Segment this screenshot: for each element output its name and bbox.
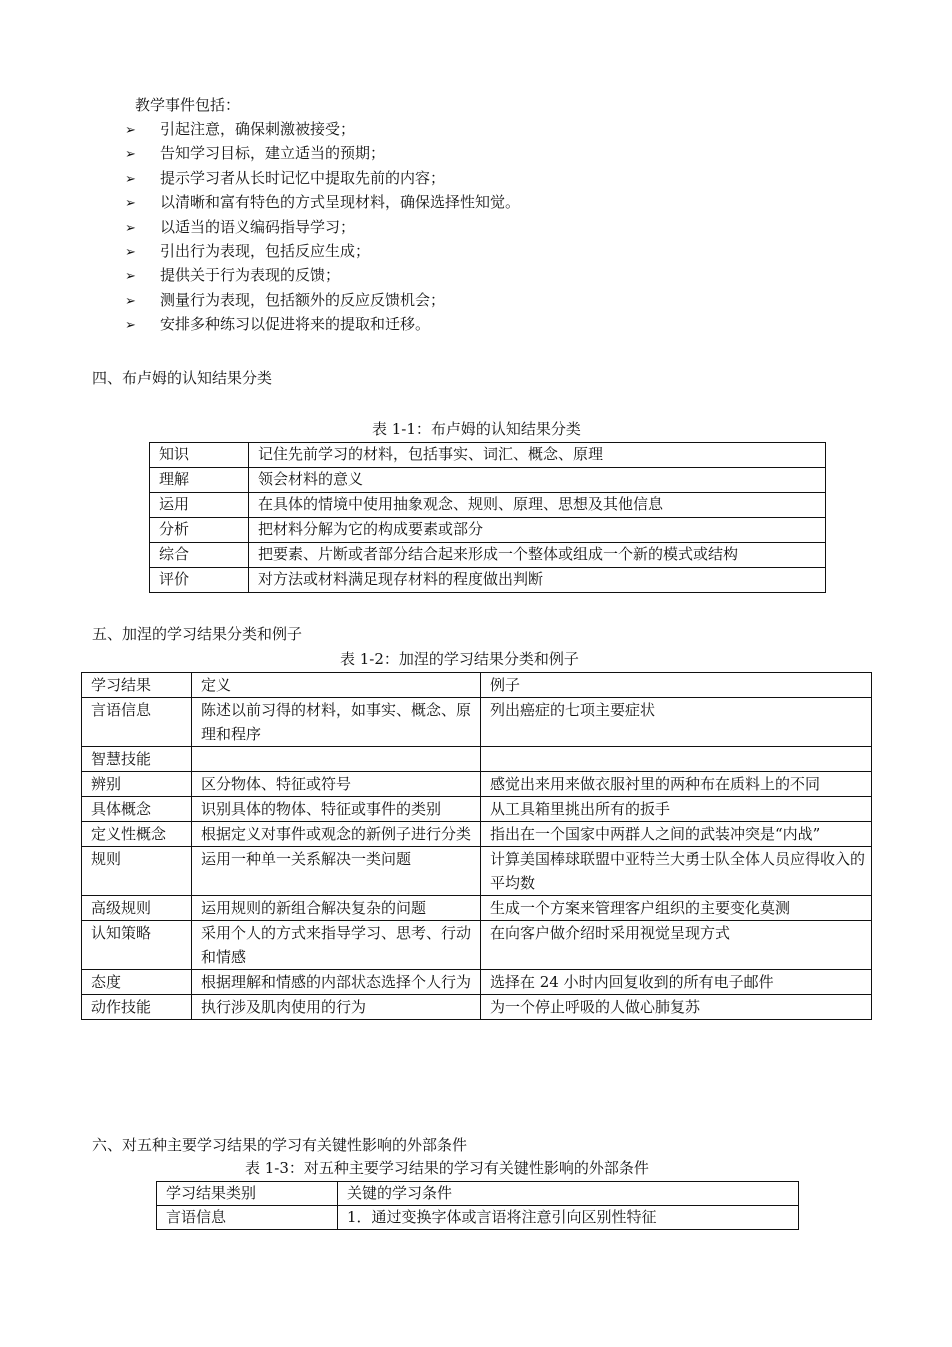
table-cell: 根据理解和情感的内部状态选择个人行为 [192, 970, 481, 995]
table-cell: 言语信息 [157, 1206, 338, 1230]
arrow-bullet-icon: ➢ [125, 147, 136, 163]
table-header-row [82, 673, 872, 698]
table-cell: 列出癌症的七项主要症状 [481, 698, 872, 747]
table-cell: 规则 [82, 847, 192, 896]
arrow-bullet-icon: ➢ [125, 123, 136, 138]
table-cell: 运用一种单一关系解决一类问题 [192, 847, 481, 896]
table-cell: 执行涉及肌肉使用的行为 [192, 995, 481, 1020]
table-cell: 运用 [150, 493, 249, 518]
table-cell: 定义性概念 [82, 822, 192, 847]
teaching-event-item [125, 141, 520, 165]
section-4-heading: 四、布卢姆的认知结果分类 [92, 369, 273, 387]
table-cell: 动作技能 [82, 995, 192, 1020]
teaching-event-text: 提供关于行为表现的反馈； [160, 266, 341, 285]
table-cell: 态度 [82, 970, 192, 995]
arrow-bullet-icon: ➢ [125, 196, 136, 212]
table-1-1-caption: 表 1-1：布卢姆的认知结果分类 [372, 420, 581, 438]
table-cell: 具体概念 [82, 797, 192, 822]
header-cell: 定义 [192, 673, 481, 698]
table-cell: 辨别 [82, 772, 192, 797]
arrow-bullet-icon: ➢ [125, 269, 136, 285]
table-cell: 对方法或材料满足现存材料的程度做出判断 [249, 568, 826, 593]
table-cell: 知识 [150, 443, 249, 468]
table-cell: 根据定义对事件或观念的新例子进行分类 [192, 822, 481, 847]
table-row [150, 518, 826, 543]
teaching-event-item [125, 288, 520, 312]
arrow-bullet-icon: ➢ [125, 220, 136, 236]
table-row [82, 970, 872, 995]
table-cell: 指出在一个国家中两群人之间的武装冲突是“内战” [481, 822, 872, 847]
table-1-2-caption: 表 1-2：加涅的学习结果分类和例子 [340, 650, 579, 668]
teaching-event-text: 引出行为表现，包括反应生成； [160, 241, 371, 260]
teaching-event-text: 安排多种练习以促进将来的提取和迁移。 [160, 315, 431, 334]
section-6-heading: 六、对五种主要学习结果的学习有关键性影响的外部条件 [92, 1136, 468, 1154]
arrow-bullet-icon: ➢ [125, 244, 136, 260]
table-row [150, 493, 826, 518]
table-cell: 记住先前学习的材料，包括事实、词汇、概念、原理 [249, 443, 826, 468]
teaching-event-text: 测量行为表现，包括额外的反应反馈机会； [160, 290, 446, 309]
teaching-event-item [125, 190, 520, 214]
table-cell: 区分物体、特征或符号 [192, 772, 481, 797]
table-row [82, 896, 872, 921]
teaching-events-list [125, 117, 520, 337]
header-cell: 关键的学习条件 [338, 1182, 799, 1206]
bloom-table [149, 442, 826, 593]
table-cell: 领会材料的意义 [249, 468, 826, 493]
conditions-table [156, 1181, 799, 1230]
teaching-event-text: 提示学习者从长时记忆中提取先前的内容； [160, 168, 446, 187]
table-cell: 陈述以前习得的材料，如事实、概念、原理和程序 [192, 698, 481, 747]
table-cell: 计算美国棒球联盟中亚特兰大勇士队全体人员应得收入的平均数 [481, 847, 872, 896]
teaching-event-item [125, 117, 520, 141]
table-cell: 智慧技能 [82, 747, 192, 772]
table-cell [481, 747, 872, 772]
table-row [82, 995, 872, 1020]
table-row [82, 747, 872, 772]
teaching-event-item [125, 166, 520, 190]
table-cell: 在向客户做介绍时采用视觉呈现方式 [481, 921, 872, 970]
table-row [150, 568, 826, 593]
table-row [82, 772, 872, 797]
teaching-event-item [125, 239, 520, 263]
arrow-bullet-icon: ➢ [125, 293, 136, 309]
arrow-bullet-icon: ➢ [125, 171, 136, 187]
table-cell: 把要素、片断或者部分结合起来形成一个整体或组成一个新的模式或结构 [249, 543, 826, 568]
table-cell: 分析 [150, 518, 249, 543]
header-cell: 学习结果类别 [157, 1182, 338, 1206]
table-row [150, 543, 826, 568]
table-row [150, 468, 826, 493]
table-cell: 高级规则 [82, 896, 192, 921]
intro-text: 教学事件包括： [135, 96, 241, 114]
table-row [157, 1206, 799, 1230]
section-5-heading: 五、加涅的学习结果分类和例子 [92, 625, 303, 643]
table-cell: 综合 [150, 543, 249, 568]
teaching-event-item [125, 215, 520, 239]
table-cell: 评价 [150, 568, 249, 593]
table-row [82, 847, 872, 896]
table-row [82, 698, 872, 747]
teaching-event-item [125, 263, 520, 287]
table-cell: 1．通过变换字体或言语将注意引向区别性特征 [338, 1206, 799, 1230]
table-row [82, 797, 872, 822]
header-cell: 学习结果 [82, 673, 192, 698]
table-cell: 在具体的情境中使用抽象观念、规则、原理、思想及其他信息 [249, 493, 826, 518]
arrow-bullet-icon: ➢ [125, 318, 136, 334]
table-1-3-caption: 表 1-3：对五种主要学习结果的学习有关键性影响的外部条件 [245, 1159, 649, 1177]
table-row [150, 443, 826, 468]
teaching-event-text: 以清晰和富有特色的方式呈现材料，确保选择性知觉。 [160, 193, 521, 212]
table-cell: 感觉出来用来做衣服衬里的两种布在质料上的不同 [481, 772, 872, 797]
header-cell: 例子 [481, 673, 872, 698]
table-row [82, 921, 872, 970]
table-header-row [157, 1182, 799, 1206]
teaching-event-item [125, 312, 520, 336]
table-cell: 生成一个方案来管理客户组织的主要变化莫测 [481, 896, 872, 921]
table-cell: 识别具体的物体、特征或事件的类别 [192, 797, 481, 822]
table-cell: 运用规则的新组合解决复杂的问题 [192, 896, 481, 921]
table-cell: 认知策略 [82, 921, 192, 970]
gagne-table [81, 672, 872, 1020]
teaching-event-text: 以适当的语义编码指导学习； [160, 217, 356, 236]
table-cell: 采用个人的方式来指导学习、思考、行动和情感 [192, 921, 481, 970]
table-cell: 选择在 24 小时内回复收到的所有电子邮件 [481, 970, 872, 995]
table-cell: 把材料分解为它的构成要素或部分 [249, 518, 826, 543]
table-cell [192, 747, 481, 772]
table-cell: 为一个停止呼吸的人做心肺复苏 [481, 995, 872, 1020]
table-cell: 理解 [150, 468, 249, 493]
table-row [82, 822, 872, 847]
table-cell: 言语信息 [82, 698, 192, 747]
teaching-event-text: 告知学习目标，建立适当的预期； [160, 144, 386, 163]
teaching-event-text: 引起注意，确保刺激被接受； [160, 120, 356, 138]
table-cell: 从工具箱里挑出所有的扳手 [481, 797, 872, 822]
